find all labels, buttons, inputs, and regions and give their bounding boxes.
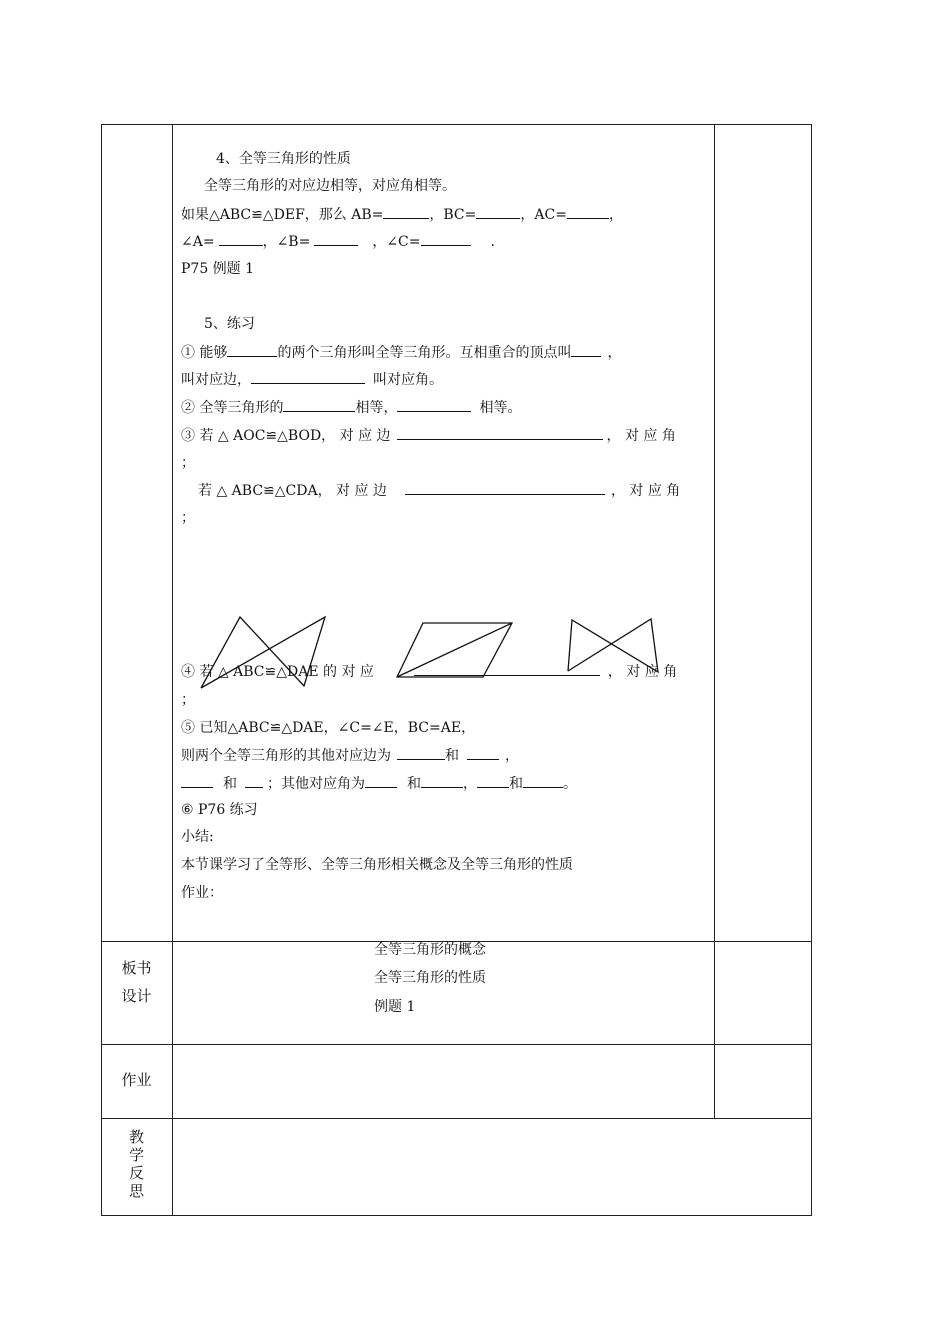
question-5-line1: ⑤ 已知△ABC≌△DAE，∠C=∠E，BC=AE， (181, 720, 476, 736)
blank-q5-5[interactable] (365, 773, 397, 788)
q4-b: ， 对 应 角 (607, 664, 678, 680)
board-label-line2: 设计 (121, 987, 152, 1005)
board-design-label (101, 954, 172, 1010)
section4-statement: 全等三角形的对应边相等，对应角相等。 (204, 178, 456, 194)
q1-end: ， (607, 345, 622, 361)
q2-a: ② 全等三角形的 (181, 400, 284, 416)
reflection-char-1: 教 (128, 1128, 144, 1146)
blank-q5-2[interactable] (467, 745, 499, 760)
blank-q5-6[interactable] (421, 773, 463, 788)
reflection-row-label (101, 1128, 172, 1200)
q5-line3-b: ；其他对应角为 (267, 776, 365, 792)
section4-example: P75 例题 1 (181, 261, 255, 277)
line1-ac: ，AC= (520, 207, 567, 223)
section5-heading: 5、练习 (204, 316, 255, 332)
question-3-semicolon-1: ； (181, 455, 195, 471)
blank-q4[interactable] (414, 661, 600, 676)
question-5-line2 (181, 745, 519, 766)
q5-line2-a: 则两个全等三角形的其他对应边为 (181, 748, 391, 764)
section4-heading: 4、全等三角形的性质 (216, 151, 351, 167)
blank-q5-7[interactable] (477, 773, 509, 788)
question-6: ⑥ P76 练习 (181, 802, 258, 818)
line1-bc: ，BC= (429, 207, 477, 223)
q4-a: ④ 若 △ ABC≌△DAE 的 对 应 (181, 664, 374, 680)
q1-b: 的两个三角形叫全等三角形。互相重合的顶点叫 (277, 345, 572, 361)
q1-a: ① 能够 (181, 345, 228, 361)
board-label-line1: 板书 (121, 959, 152, 977)
question-5-line3 (181, 773, 577, 794)
q5-line3-d: ， (463, 776, 477, 792)
line2-b: ，∠B= (262, 234, 311, 250)
blank-q5-3[interactable] (181, 773, 213, 788)
line2-a: ∠A= (181, 234, 215, 250)
q3-b: ， 对 应 角 (606, 428, 676, 444)
board-item-3: 例题 1 (374, 999, 416, 1015)
blank-q5-1[interactable] (397, 745, 445, 760)
reflection-char-2: 学 (128, 1146, 144, 1164)
homework-row-label: 作业 (121, 1071, 152, 1089)
q3b-b: ， 对 应 角 (610, 483, 681, 499)
reflection-char-4: 思 (128, 1182, 144, 1200)
summary-title: 小结: (181, 829, 214, 845)
q5-line3-e: 和 (509, 776, 523, 792)
q3-a: ③ 若 △ AOC≌△BOD， 对 应 边 (181, 428, 391, 444)
question-4 (181, 661, 677, 682)
q5-line3-c: 和 (407, 776, 421, 792)
question-3-semicolon-2: ； (181, 510, 195, 526)
q2-b: 相等， (355, 400, 398, 416)
summary-content: 本节课学习了全等形、全等三角形相关概念及全等三角形的性质 (181, 857, 573, 873)
line1-end: ， (608, 207, 623, 223)
board-item-1: 全等三角形的概念 (374, 942, 486, 958)
q5-line3-a: 和 (223, 776, 237, 792)
q1-line2-b: 叫对应角。 (373, 372, 443, 388)
homework-label: 作业： (181, 885, 223, 901)
line2-end: . (490, 234, 495, 250)
q5-line2-end: ， (505, 748, 519, 764)
line2-c: ，∠C= (372, 234, 421, 250)
q2-c: 相等。 (479, 400, 522, 416)
reflection-char-3: 反 (128, 1164, 144, 1182)
line1-prefix: 如果△ABC≌△DEF，那么 AB= (181, 207, 384, 223)
question-4-semicolon: ； (181, 692, 195, 708)
q5-line3-end: 。 (563, 776, 577, 792)
q5-line2-b: 和 (445, 748, 459, 764)
blank-q5-4[interactable] (245, 773, 263, 788)
board-item-2: 全等三角形的性质 (374, 970, 486, 986)
q3b-a: 若 △ ABC≌△CDA， 对 应 边 (198, 483, 387, 499)
blank-q5-8[interactable] (523, 773, 563, 788)
q1-line2-a: 叫对应边， (181, 372, 251, 388)
